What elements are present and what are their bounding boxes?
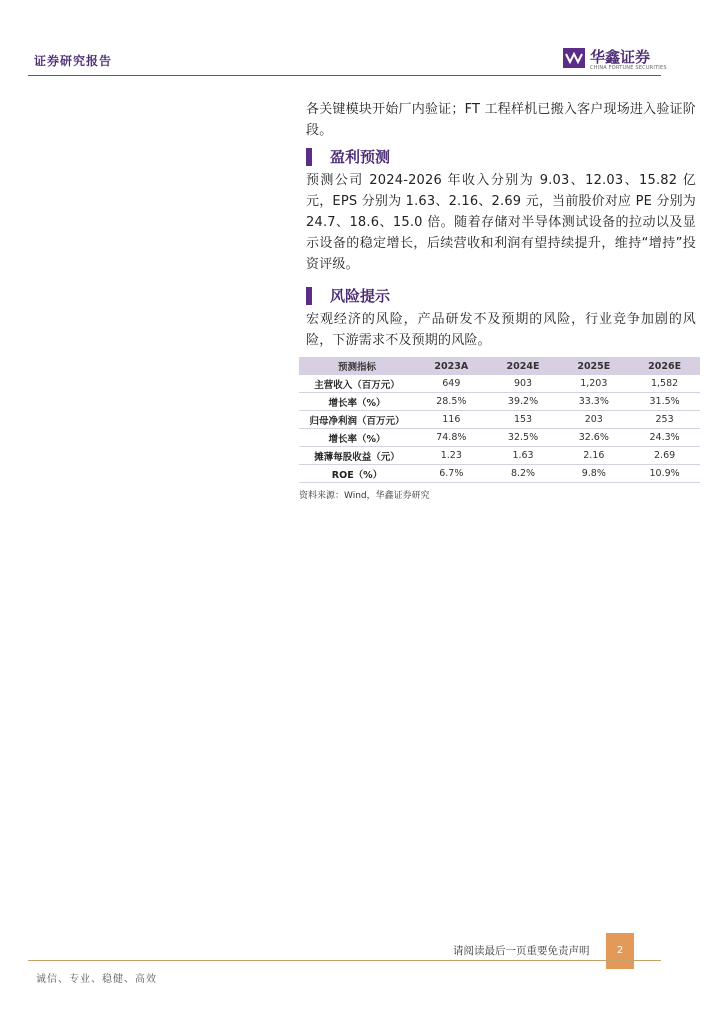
table-source-note: 资料来源：Wind，华鑫证券研究 [299, 491, 430, 501]
table-cell: 1,582 [629, 375, 700, 393]
section-title: 风险提示 [330, 287, 391, 305]
row-label: 主营收入（百万元） [299, 375, 415, 393]
report-type-label: 证券研究报告 [34, 54, 113, 68]
table-row [299, 393, 700, 411]
table-cell: 2.16 [558, 447, 629, 465]
table-cell: 24.3% [629, 429, 700, 447]
table-cell: 32.5% [488, 429, 559, 447]
table-header-cell: 2025E [558, 357, 629, 375]
table-cell: 33.3% [558, 393, 629, 411]
risk-paragraph: 宏观经济的风险，产品研发不及预期的风险，行业竞争加剧的风险，下游需求不及预期的风险。 [306, 312, 696, 348]
table-cell: 10.9% [629, 465, 700, 483]
row-label: ROE（%） [299, 465, 415, 483]
company-motto: 诚信、专业、稳健、高效 [36, 974, 157, 985]
table-header-row [299, 357, 700, 375]
row-label: 增长率（%） [299, 429, 415, 447]
table-cell: 2.69 [629, 447, 700, 465]
table-cell: 1,203 [558, 375, 629, 393]
row-label: 归母净利润（百万元） [299, 411, 415, 429]
row-label: 增长率（%） [299, 393, 415, 411]
header-divider [28, 75, 661, 76]
table-cell: 116 [415, 411, 488, 429]
forecast-paragraph: 预测公司 2024-2026 年收入分别为 9.03、12.03、15.82 亿元，EPS 分别为 1.63、2.16、2.69 元，当前股价对应 PE 分别为 24.7、18.6、15.0 倍。随着存储对半导体测试设备的拉动以及显示设备的稳定增长，后续营收和利润有望持续提升，维持“增持”投资评级。 [306, 173, 696, 272]
logo-icon [563, 48, 585, 68]
table-row [299, 375, 700, 393]
disclaimer-notice: 请阅读最后一页重要免责声明 [453, 945, 590, 957]
table-cell: 1.63 [488, 447, 559, 465]
intro-paragraph: 各关键模块开始厂内验证；FT 工程样机已搬入客户现场进入验证阶段。 [306, 102, 696, 138]
table-row [299, 447, 700, 465]
table-row [299, 465, 700, 483]
table-cell: 32.6% [558, 429, 629, 447]
forecast-body [306, 170, 696, 275]
table-header-cell: 预测指标 [299, 357, 415, 375]
table-header-cell: 2023A [415, 357, 488, 375]
table-cell: 74.8% [415, 429, 488, 447]
risk-body [306, 309, 696, 351]
table-cell: 1.23 [415, 447, 488, 465]
logo-text: 华鑫证券 [590, 48, 651, 66]
table-row [299, 411, 700, 429]
logo-subtext: CHINA FORTUNE SECURITIES [590, 65, 667, 71]
section-marker [306, 148, 312, 166]
table-cell: 9.8% [558, 465, 629, 483]
table-cell: 649 [415, 375, 488, 393]
table-cell: 903 [488, 375, 559, 393]
table-cell: 28.5% [415, 393, 488, 411]
company-logo [563, 46, 667, 72]
page-number-tab: 2 [606, 933, 634, 969]
forecast-table [299, 357, 700, 483]
row-label: 摊薄每股收益（元） [299, 447, 415, 465]
table-row [299, 429, 700, 447]
section-marker [306, 287, 312, 305]
intro-paragraph-block [306, 99, 696, 141]
table-header-cell: 2026E [629, 357, 700, 375]
table-cell: 203 [558, 411, 629, 429]
table-header-cell: 2024E [488, 357, 559, 375]
table-cell: 31.5% [629, 393, 700, 411]
footer-divider [28, 960, 661, 961]
table-cell: 253 [629, 411, 700, 429]
table-cell: 6.7% [415, 465, 488, 483]
section-title: 盈利预测 [330, 148, 391, 166]
table-cell: 8.2% [488, 465, 559, 483]
table-cell: 39.2% [488, 393, 559, 411]
table-cell: 153 [488, 411, 559, 429]
